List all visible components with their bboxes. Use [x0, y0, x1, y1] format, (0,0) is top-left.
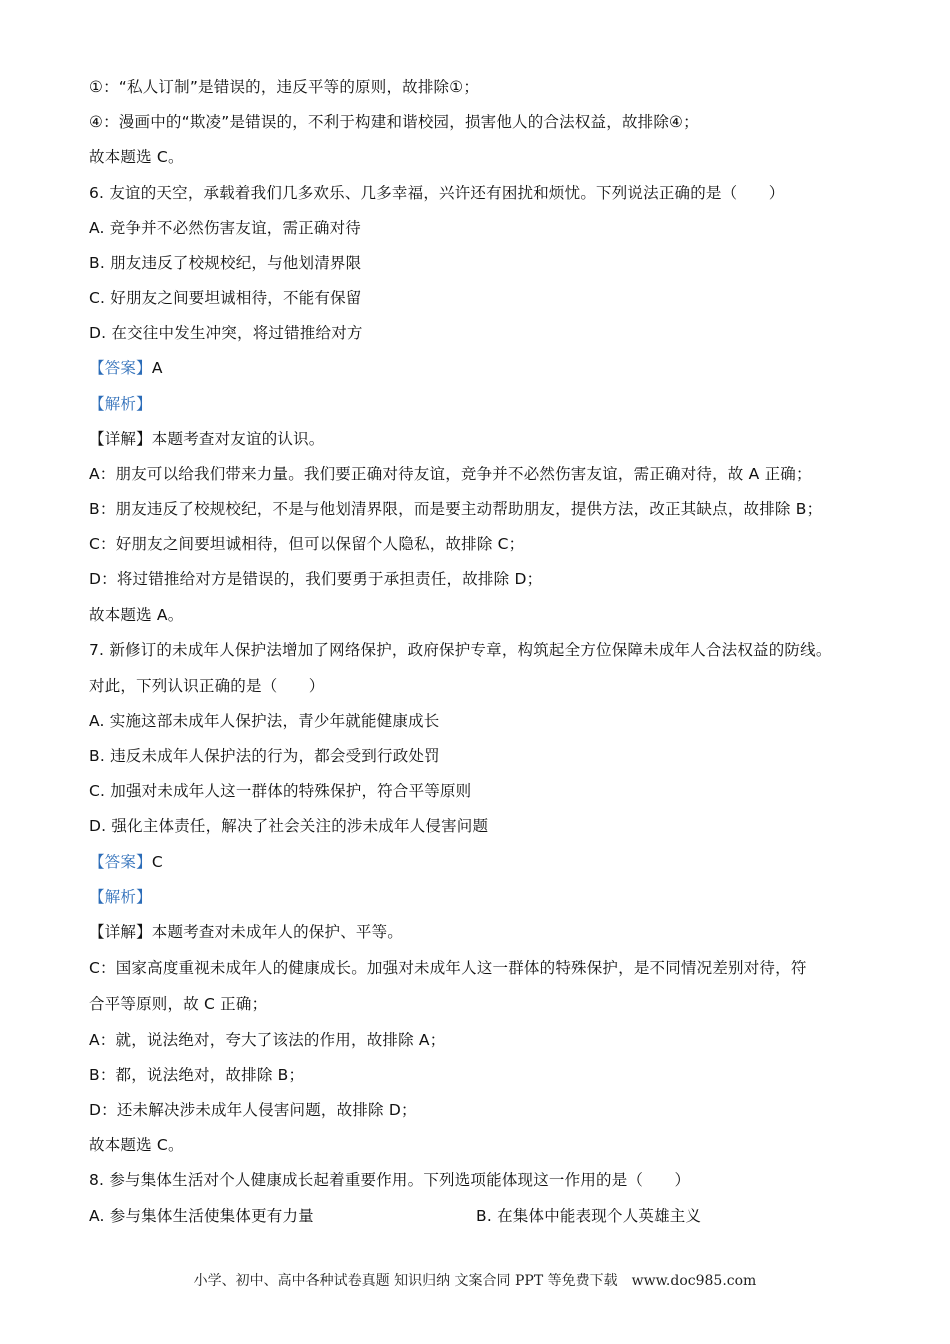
option-b: B. 违反未成年人保护法的行为，都会受到行政处罚 — [89, 747, 440, 765]
option-c: C. 加强对未成年人这一群体的特殊保护，符合平等原则 — [89, 782, 472, 800]
text-line: 故本题选 C。 — [89, 148, 184, 166]
footer-watermark: 小学、初中、高中各种试卷真题 知识归纳 文案合同 PPT 等免费下载 www.doc985.com — [193, 1273, 757, 1289]
text-line: 【详解】本题考查对友谊的认识。 — [89, 430, 325, 448]
option-a: A. 实施这部未成年人保护法，青少年就能健康成长 — [89, 712, 440, 730]
text-line: 合平等原则，故 C 正确； — [89, 995, 268, 1013]
option-d: D. 在交往中发生冲突，将过错推给对方 — [89, 324, 363, 342]
answer-tag: 【答案】 — [89, 853, 152, 871]
option-a: A. 竞争并不必然伤害友谊，需正确对待 — [89, 219, 361, 237]
option-c: C. 好朋友之间要坦诚相待，不能有保留 — [89, 289, 362, 307]
option-d: D. 强化主体责任，解决了社会关注的涉未成年人侵害问题 — [89, 817, 489, 835]
question-7-cont: 对此，下列认识正确的是（ ） — [89, 677, 325, 695]
text-line: B：朋友违反了校规校纪，不是与他划清界限，而是要主动帮助朋友，提供方法，改正其缺点，故排除 B； — [89, 500, 823, 518]
text-line: C：国家高度重视未成年人的健康成长。加强对未成年人这一群体的特殊保护，是不同情况差别对待，符 — [89, 959, 807, 977]
answer-value: C — [151, 853, 163, 871]
answer-line — [89, 852, 163, 872]
answer-line — [89, 358, 163, 378]
question-7: 7. 新修订的未成年人保护法增加了网络保护，政府保护专章，构筑起全方位保障未成年人合法权益的防线。 — [89, 641, 832, 659]
text-line: ④：漫画中的“欺凌”是错误的，不利于构建和谐校园，损害他人的合法权益，故排除④； — [89, 113, 699, 131]
option-b: B. 在集体中能表现个人英雄主义 — [476, 1207, 702, 1225]
text-line: B：都，说法绝对，故排除 B； — [89, 1066, 305, 1084]
text-line: D：将过错推给对方是错误的，我们要勇于承担责任，故排除 D； — [89, 570, 543, 588]
analysis-line — [89, 887, 152, 907]
text-line: A：朋友可以给我们带来力量。我们要正确对待友谊，竞争并不必然伤害友谊，需正确对待，故 A 正确； — [89, 465, 812, 483]
text-line: D：还未解决涉未成年人侵害问题，故排除 D； — [89, 1101, 417, 1119]
text-line: A：就，说法绝对，夸大了该法的作用，故排除 A； — [89, 1031, 446, 1049]
text-line: C：好朋友之间要坦诚相待，但可以保留个人隐私，故排除 C； — [89, 535, 525, 553]
text-line: 故本题选 A。 — [89, 606, 184, 624]
analysis-line — [89, 394, 152, 414]
question-8: 8. 参与集体生活对个人健康成长起着重要作用。下列选项能体现这一作用的是（ ） — [89, 1171, 691, 1189]
text-line: 【详解】本题考查对未成年人的保护、平等。 — [89, 923, 404, 941]
text-line: ①：“私人订制”是错误的，违反平等的原则，故排除①； — [89, 78, 480, 96]
option-row — [89, 1206, 314, 1226]
answer-value: A — [151, 359, 163, 377]
question-6: 6. 友谊的天空，承载着我们几多欢乐、几多幸福，兴许还有困扰和烦忧。下列说法正确的是（ ） — [89, 184, 785, 202]
analysis-tag: 【解析】 — [89, 888, 152, 906]
analysis-tag: 【解析】 — [89, 395, 152, 413]
option-a: A. 参与集体生活使集体更有力量 — [89, 1207, 314, 1225]
option-b: B. 朋友违反了校规校纪，与他划清界限 — [89, 254, 362, 272]
text-line: 故本题选 C。 — [89, 1136, 184, 1154]
answer-tag: 【答案】 — [89, 359, 152, 377]
